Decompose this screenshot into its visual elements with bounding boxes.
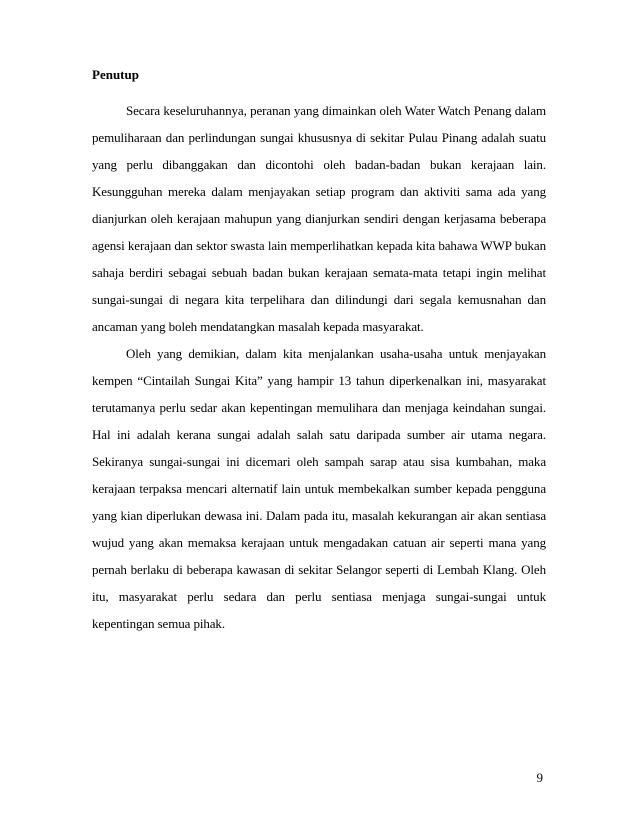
paragraph-2: Oleh yang demikian, dalam kita menjalankan usaha-usaha untuk menjayakan kempen “Cintailah Sungai Kita” yang hampir 13 tahun diperkenalkan ini, masyarakat terutamanya perlu sedar akan kepentingan memulihara dan menjaga keindahan sungai. Hal ini adalah kerana sungai adalah salah satu daripada sumber air utama negara. Sekiranya sungai-sungai ini dicemari oleh sampah sarap atau sisa kumbahan, maka kerajaan terpaksa mencari alternatif lain untuk membekalkan sumber kepada pengguna yang kian diperlukan dewasa ini. Dalam pada itu, masalah kekurangan air akan sentiasa wujud yang akan memaksa kerajaan untuk mengadakan catuan air seperti mana yang pernah berlaku di beberapa kawasan di sekitar Selangor seperti di Lembah Klang. Oleh itu, masyarakat perlu sedara dan perlu sentiasa menjaga sungai-sungai untuk kepentingan semua pihak.: [92, 346, 546, 631]
paragraph-1: Secara keseluruhannya, peranan yang dimainkan oleh Water Watch Penang dalam pemuliharaan dan perlindungan sungai khususnya di sekitar Pulau Pinang adalah suatu yang perlu dibanggakan dan dicontohi oleh badan-badan bukan kerajaan lain. Kesungguhan mereka dalam menjayakan setiap program dan aktiviti sama ada yang dianjurkan oleh kerajaan mahupun yang dianjurkan sendiri dengan kerjasama beberapa agensi kerajaan dan sektor swasta lain memperlihatkan kepada kita bahawa WWP bukan sahaja berdiri sebagai sebuah badan bukan kerajaan semata-mata tetapi ingin melihat sungai-sungai di negara kita terpelihara dan dilindungi dari segala kemusnahan dan ancaman yang boleh mendatangkan masalah kepada masyarakat.: [92, 103, 546, 334]
body-text: [92, 97, 546, 637]
page-number: 9: [536, 770, 543, 785]
section-heading: Penutup: [92, 67, 139, 82]
